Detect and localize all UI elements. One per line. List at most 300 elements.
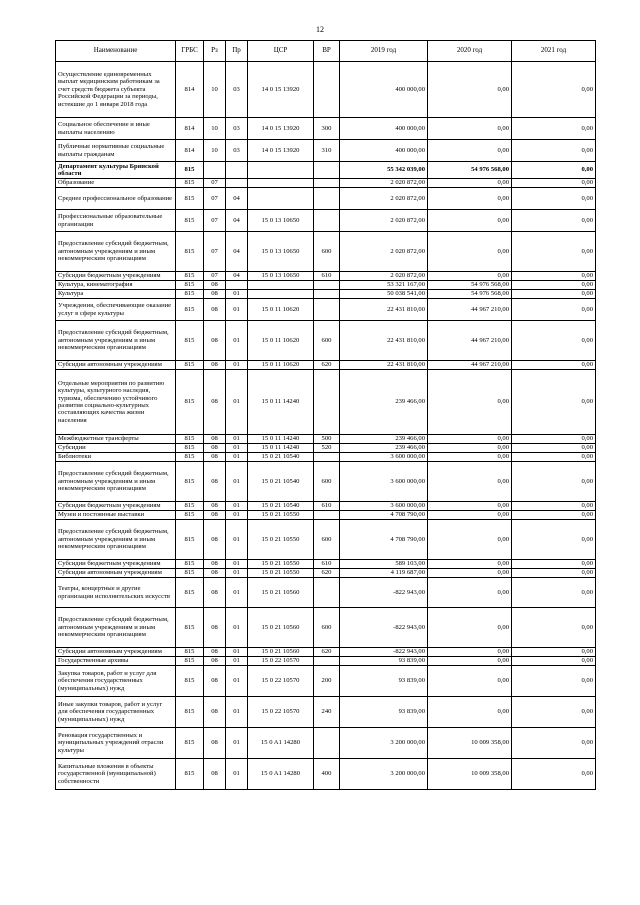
cell-pr: 01 — [226, 578, 248, 608]
cell-2020: 0,00 — [428, 188, 512, 210]
cell-name: Предоставление субсидий бюджетным, автономным учреждениям и иным некоммерческим организациям — [56, 462, 176, 502]
table-row — [56, 560, 596, 569]
cell-csr: 15 0 21 10560 — [248, 578, 314, 608]
col-header-2020: 2020 год — [428, 41, 512, 62]
col-header-rz: Рз — [204, 41, 226, 62]
table-row — [56, 188, 596, 210]
cell-grbs: 815 — [176, 299, 204, 321]
cell-rz: 08 — [204, 569, 226, 578]
cell-2021: 0,00 — [512, 290, 596, 299]
cell-2021: 0,00 — [512, 728, 596, 759]
cell-vr — [314, 210, 340, 232]
cell-2020: 0,00 — [428, 578, 512, 608]
col-header-2019: 2019 год — [340, 41, 428, 62]
cell-2019: 2 020 872,00 — [340, 210, 428, 232]
table-row — [56, 272, 596, 281]
cell-vr: 310 — [314, 140, 340, 162]
cell-2020: 0,00 — [428, 648, 512, 657]
cell-name: Отдельные мероприятия по развитию культуры, культурного наследия, туризма, обеспечению устойчивого развития социально-культурных составляющих качества жизни населения — [56, 370, 176, 435]
cell-rz: 08 — [204, 462, 226, 502]
cell-2021: 0,00 — [512, 560, 596, 569]
cell-pr: 03 — [226, 118, 248, 140]
cell-grbs: 815 — [176, 511, 204, 520]
cell-2021: 0,00 — [512, 188, 596, 210]
cell-2019: 55 342 039,00 — [340, 162, 428, 179]
cell-2020: 54 976 568,00 — [428, 281, 512, 290]
cell-pr: 01 — [226, 608, 248, 648]
table-row — [56, 62, 596, 118]
cell-2020: 0,00 — [428, 62, 512, 118]
cell-csr: 15 0 21 10540 — [248, 502, 314, 511]
cell-2021: 0,00 — [512, 453, 596, 462]
cell-name: Осуществление единовременных выплат медицинским работникам за счет средств бюджета субъекта Российской Федерации за периоды, истекшие до 1 января 2018 года — [56, 62, 176, 118]
cell-rz: 08 — [204, 578, 226, 608]
cell-name: Учреждения, обеспечивающие оказание услуг в сфере культуры — [56, 299, 176, 321]
cell-grbs: 815 — [176, 444, 204, 453]
cell-2019: 2 020 872,00 — [340, 232, 428, 272]
cell-grbs: 815 — [176, 520, 204, 560]
cell-rz: 08 — [204, 648, 226, 657]
table-row — [56, 361, 596, 370]
cell-vr — [314, 62, 340, 118]
cell-2021: 0,00 — [512, 697, 596, 728]
cell-csr: 14 0 15 13920 — [248, 118, 314, 140]
cell-pr — [226, 281, 248, 290]
cell-2019: 22 431 810,00 — [340, 321, 428, 361]
col-header-grbs: ГРБС — [176, 41, 204, 62]
cell-grbs: 815 — [176, 453, 204, 462]
cell-2019: 3 600 000,00 — [340, 502, 428, 511]
cell-pr: 01 — [226, 290, 248, 299]
cell-2021: 0,00 — [512, 321, 596, 361]
cell-2019: 93 839,00 — [340, 657, 428, 666]
cell-csr: 15 0 13 10650 — [248, 210, 314, 232]
cell-rz: 08 — [204, 728, 226, 759]
cell-2019: -822 943,00 — [340, 578, 428, 608]
cell-2020: 0,00 — [428, 435, 512, 444]
cell-vr: 620 — [314, 569, 340, 578]
cell-pr: 01 — [226, 361, 248, 370]
table-row — [56, 666, 596, 697]
cell-grbs: 814 — [176, 118, 204, 140]
cell-rz: 08 — [204, 435, 226, 444]
cell-pr — [226, 179, 248, 188]
cell-csr: 15 0 11 14240 — [248, 444, 314, 453]
cell-2019: 2 020 872,00 — [340, 179, 428, 188]
cell-pr: 01 — [226, 462, 248, 502]
table-row — [56, 370, 596, 435]
cell-pr: 01 — [226, 453, 248, 462]
cell-pr: 01 — [226, 321, 248, 361]
cell-grbs: 815 — [176, 290, 204, 299]
table-row — [56, 453, 596, 462]
cell-grbs: 815 — [176, 608, 204, 648]
cell-rz: 10 — [204, 118, 226, 140]
cell-2020: 0,00 — [428, 272, 512, 281]
cell-rz: 08 — [204, 299, 226, 321]
cell-vr — [314, 188, 340, 210]
budget-table — [55, 40, 596, 790]
cell-csr: 15 0 22 10570 — [248, 666, 314, 697]
cell-csr: 15 0 A1 14280 — [248, 728, 314, 759]
cell-2020: 54 976 568,00 — [428, 162, 512, 179]
cell-2021: 0,00 — [512, 511, 596, 520]
cell-2019: 93 839,00 — [340, 697, 428, 728]
cell-grbs: 814 — [176, 62, 204, 118]
cell-2021: 0,00 — [512, 281, 596, 290]
cell-csr: 15 0 13 10650 — [248, 232, 314, 272]
table-row — [56, 759, 596, 790]
cell-csr: 15 0 21 10540 — [248, 453, 314, 462]
cell-vr — [314, 657, 340, 666]
cell-2021: 0,00 — [512, 569, 596, 578]
cell-grbs: 815 — [176, 188, 204, 210]
cell-2019: 3 600 000,00 — [340, 462, 428, 502]
cell-name: Субсидии — [56, 444, 176, 453]
cell-name: Предоставление субсидий бюджетным, автономным учреждениям и иным некоммерческим организациям — [56, 321, 176, 361]
cell-2020: 0,00 — [428, 608, 512, 648]
cell-csr — [248, 290, 314, 299]
cell-2019: 400 000,00 — [340, 62, 428, 118]
cell-pr: 01 — [226, 435, 248, 444]
cell-csr: 15 0 11 14240 — [248, 435, 314, 444]
cell-rz: 08 — [204, 560, 226, 569]
cell-grbs: 815 — [176, 232, 204, 272]
cell-2019: -822 943,00 — [340, 648, 428, 657]
cell-2019: 400 000,00 — [340, 140, 428, 162]
cell-2019: 239 466,00 — [340, 435, 428, 444]
cell-csr: 15 0 11 10620 — [248, 361, 314, 370]
cell-2021: 0,00 — [512, 657, 596, 666]
cell-2019: 22 431 810,00 — [340, 299, 428, 321]
cell-vr: 300 — [314, 118, 340, 140]
cell-2019: 93 839,00 — [340, 666, 428, 697]
cell-name: Реновация государственных и муниципальных учреждений отрасли культуры — [56, 728, 176, 759]
cell-name: Театры, концертные и другие организации исполнительских искусств — [56, 578, 176, 608]
cell-name: Государственные архивы — [56, 657, 176, 666]
cell-2020: 44 967 210,00 — [428, 361, 512, 370]
cell-2021: 0,00 — [512, 462, 596, 502]
cell-rz: 10 — [204, 62, 226, 118]
cell-vr — [314, 281, 340, 290]
cell-name: Межбюджетные трансферты — [56, 435, 176, 444]
cell-2020: 10 009 358,00 — [428, 728, 512, 759]
cell-vr: 600 — [314, 321, 340, 361]
cell-name: Культура — [56, 290, 176, 299]
cell-rz: 08 — [204, 520, 226, 560]
cell-2021: 0,00 — [512, 232, 596, 272]
cell-csr: 15 0 21 10540 — [248, 462, 314, 502]
cell-rz: 08 — [204, 370, 226, 435]
cell-rz: 08 — [204, 511, 226, 520]
cell-2019: 3 200 000,00 — [340, 728, 428, 759]
page-number: 12 — [316, 25, 324, 34]
cell-2021: 0,00 — [512, 299, 596, 321]
cell-2021: 0,00 — [512, 140, 596, 162]
cell-name: Публичные нормативные социальные выплаты гражданам — [56, 140, 176, 162]
cell-2021: 0,00 — [512, 361, 596, 370]
cell-rz: 08 — [204, 290, 226, 299]
cell-2020: 0,00 — [428, 511, 512, 520]
table-row — [56, 657, 596, 666]
cell-2020: 0,00 — [428, 232, 512, 272]
cell-pr: 01 — [226, 520, 248, 560]
cell-2020: 0,00 — [428, 520, 512, 560]
cell-grbs: 815 — [176, 502, 204, 511]
cell-pr: 01 — [226, 728, 248, 759]
table-row — [56, 648, 596, 657]
table-row — [56, 281, 596, 290]
cell-pr: 04 — [226, 188, 248, 210]
cell-2020: 0,00 — [428, 210, 512, 232]
cell-2019: 2 020 872,00 — [340, 188, 428, 210]
cell-2021: 0,00 — [512, 210, 596, 232]
cell-2019: 50 038 541,00 — [340, 290, 428, 299]
cell-pr: 01 — [226, 759, 248, 790]
cell-grbs: 814 — [176, 140, 204, 162]
cell-pr: 03 — [226, 62, 248, 118]
cell-name: Капитальные вложения в объекты государственной (муниципальной) собственности — [56, 759, 176, 790]
cell-vr: 600 — [314, 462, 340, 502]
cell-csr — [248, 179, 314, 188]
col-header-name: Наименование — [56, 41, 176, 62]
cell-csr: 15 0 A1 14280 — [248, 759, 314, 790]
cell-grbs: 815 — [176, 272, 204, 281]
table-row — [56, 511, 596, 520]
cell-name: Иные закупки товаров, работ и услуг для обеспечения государственных (муниципальных) нужд — [56, 697, 176, 728]
cell-csr: 15 0 21 10560 — [248, 648, 314, 657]
table-row — [56, 569, 596, 578]
cell-rz: 07 — [204, 188, 226, 210]
cell-csr: 15 0 22 10570 — [248, 657, 314, 666]
cell-pr: 01 — [226, 511, 248, 520]
cell-2021: 0,00 — [512, 759, 596, 790]
cell-2019: 589 103,00 — [340, 560, 428, 569]
cell-grbs: 815 — [176, 578, 204, 608]
cell-csr — [248, 188, 314, 210]
cell-pr: 01 — [226, 560, 248, 569]
cell-2019: 22 431 810,00 — [340, 361, 428, 370]
cell-vr — [314, 453, 340, 462]
cell-2021: 0,00 — [512, 179, 596, 188]
cell-vr: 500 — [314, 435, 340, 444]
cell-rz: 07 — [204, 272, 226, 281]
cell-rz: 07 — [204, 232, 226, 272]
cell-name: Образование — [56, 179, 176, 188]
cell-2021: 0,00 — [512, 502, 596, 511]
cell-name: Субсидии автономным учреждениям — [56, 569, 176, 578]
col-header-vr: ВР — [314, 41, 340, 62]
cell-vr: 610 — [314, 502, 340, 511]
table-row — [56, 520, 596, 560]
cell-vr: 400 — [314, 759, 340, 790]
cell-pr: 01 — [226, 444, 248, 453]
cell-grbs: 815 — [176, 462, 204, 502]
cell-2019: 53 321 167,00 — [340, 281, 428, 290]
cell-vr: 620 — [314, 648, 340, 657]
cell-grbs: 815 — [176, 569, 204, 578]
cell-name: Предоставление субсидий бюджетным, автономным учреждениям и иным некоммерческим организациям — [56, 520, 176, 560]
cell-2021: 0,00 — [512, 444, 596, 453]
cell-name: Закупка товаров, работ и услуг для обеспечения государственных (муниципальных) нужд — [56, 666, 176, 697]
col-header-csr: ЦСР — [248, 41, 314, 62]
table-row — [56, 232, 596, 272]
cell-2019: -822 943,00 — [340, 608, 428, 648]
cell-csr: 15 0 21 10550 — [248, 511, 314, 520]
cell-2021: 0,00 — [512, 648, 596, 657]
cell-2021: 0,00 — [512, 370, 596, 435]
cell-vr — [314, 370, 340, 435]
table-row — [56, 578, 596, 608]
table-row — [56, 118, 596, 140]
cell-2019: 239 466,00 — [340, 444, 428, 453]
cell-vr — [314, 728, 340, 759]
table-row — [56, 502, 596, 511]
cell-name: Субсидии бюджетным учреждениям — [56, 502, 176, 511]
cell-pr: 04 — [226, 272, 248, 281]
table-row — [56, 728, 596, 759]
table-row — [56, 140, 596, 162]
cell-rz — [204, 162, 226, 179]
cell-name: Субсидии бюджетным учреждениям — [56, 560, 176, 569]
cell-name: Субсидии автономным учреждениям — [56, 361, 176, 370]
cell-2020: 0,00 — [428, 657, 512, 666]
cell-pr: 01 — [226, 370, 248, 435]
cell-2019: 4 119 687,00 — [340, 569, 428, 578]
cell-2020: 0,00 — [428, 462, 512, 502]
cell-csr: 15 0 13 10650 — [248, 272, 314, 281]
cell-grbs: 815 — [176, 281, 204, 290]
cell-2020: 0,00 — [428, 118, 512, 140]
cell-rz: 08 — [204, 453, 226, 462]
cell-pr: 01 — [226, 657, 248, 666]
cell-rz: 08 — [204, 666, 226, 697]
cell-name: Библиотеки — [56, 453, 176, 462]
cell-name: Субсидии бюджетным учреждениям — [56, 272, 176, 281]
cell-name: Департамент культуры Брянской области — [56, 162, 176, 179]
cell-grbs: 815 — [176, 179, 204, 188]
table-row — [56, 321, 596, 361]
cell-grbs: 815 — [176, 728, 204, 759]
cell-rz: 07 — [204, 210, 226, 232]
cell-2020: 54 976 568,00 — [428, 290, 512, 299]
cell-vr — [314, 290, 340, 299]
cell-vr — [314, 299, 340, 321]
cell-vr: 620 — [314, 361, 340, 370]
cell-vr: 600 — [314, 608, 340, 648]
cell-2019: 400 000,00 — [340, 118, 428, 140]
cell-rz: 08 — [204, 502, 226, 511]
cell-name: Субсидии автономным учреждениям — [56, 648, 176, 657]
col-header-pr: Пр — [226, 41, 248, 62]
cell-2021: 0,00 — [512, 435, 596, 444]
cell-csr: 15 0 21 10550 — [248, 520, 314, 560]
cell-csr: 15 0 11 10620 — [248, 321, 314, 361]
cell-vr — [314, 511, 340, 520]
cell-vr: 520 — [314, 444, 340, 453]
cell-2021: 0,00 — [512, 162, 596, 179]
cell-csr: 14 0 15 13920 — [248, 62, 314, 118]
cell-csr — [248, 162, 314, 179]
cell-2020: 0,00 — [428, 140, 512, 162]
cell-grbs: 815 — [176, 321, 204, 361]
cell-2020: 44 967 210,00 — [428, 321, 512, 361]
cell-vr — [314, 179, 340, 188]
cell-rz: 07 — [204, 179, 226, 188]
cell-2019: 3 600 000,00 — [340, 453, 428, 462]
cell-csr — [248, 281, 314, 290]
cell-grbs: 815 — [176, 370, 204, 435]
table-row — [56, 608, 596, 648]
cell-2020: 0,00 — [428, 697, 512, 728]
cell-grbs: 815 — [176, 162, 204, 179]
cell-vr: 610 — [314, 560, 340, 569]
cell-rz: 10 — [204, 140, 226, 162]
cell-2019: 3 200 000,00 — [340, 759, 428, 790]
table-row — [56, 162, 596, 179]
cell-2020: 44 967 210,00 — [428, 299, 512, 321]
table-row — [56, 179, 596, 188]
cell-2021: 0,00 — [512, 578, 596, 608]
cell-2019: 239 466,00 — [340, 370, 428, 435]
cell-name: Социальное обеспечение и иные выплаты населению — [56, 118, 176, 140]
cell-rz: 08 — [204, 321, 226, 361]
cell-pr: 01 — [226, 697, 248, 728]
table-row — [56, 435, 596, 444]
cell-pr: 01 — [226, 502, 248, 511]
cell-grbs: 815 — [176, 759, 204, 790]
cell-csr: 15 0 11 14240 — [248, 370, 314, 435]
cell-name: Предоставление субсидий бюджетным, автономным учреждениям и иным некоммерческим организациям — [56, 232, 176, 272]
cell-2019: 4 708 790,00 — [340, 520, 428, 560]
cell-2020: 0,00 — [428, 453, 512, 462]
cell-vr: 240 — [314, 697, 340, 728]
cell-rz: 08 — [204, 697, 226, 728]
cell-rz: 08 — [204, 759, 226, 790]
cell-rz: 08 — [204, 281, 226, 290]
cell-vr: 600 — [314, 232, 340, 272]
cell-name: Среднее профессиональное образование — [56, 188, 176, 210]
table-row — [56, 444, 596, 453]
cell-2019: 4 708 790,00 — [340, 511, 428, 520]
cell-2020: 0,00 — [428, 502, 512, 511]
cell-pr: 01 — [226, 648, 248, 657]
cell-grbs: 815 — [176, 560, 204, 569]
cell-csr: 15 0 21 10550 — [248, 560, 314, 569]
col-header-2021: 2021 год — [512, 41, 596, 62]
cell-grbs: 815 — [176, 666, 204, 697]
cell-rz: 08 — [204, 608, 226, 648]
cell-2020: 0,00 — [428, 569, 512, 578]
cell-2021: 0,00 — [512, 118, 596, 140]
cell-pr: 04 — [226, 232, 248, 272]
cell-2020: 0,00 — [428, 444, 512, 453]
cell-rz: 08 — [204, 657, 226, 666]
cell-pr: 04 — [226, 210, 248, 232]
cell-pr: 01 — [226, 299, 248, 321]
cell-2019: 2 020 872,00 — [340, 272, 428, 281]
cell-name: Культура, кинематография — [56, 281, 176, 290]
cell-rz: 08 — [204, 361, 226, 370]
table-row — [56, 462, 596, 502]
cell-2021: 0,00 — [512, 666, 596, 697]
cell-2020: 0,00 — [428, 370, 512, 435]
cell-grbs: 815 — [176, 697, 204, 728]
cell-2020: 0,00 — [428, 179, 512, 188]
cell-pr: 01 — [226, 666, 248, 697]
cell-2020: 0,00 — [428, 666, 512, 697]
cell-grbs: 815 — [176, 361, 204, 370]
